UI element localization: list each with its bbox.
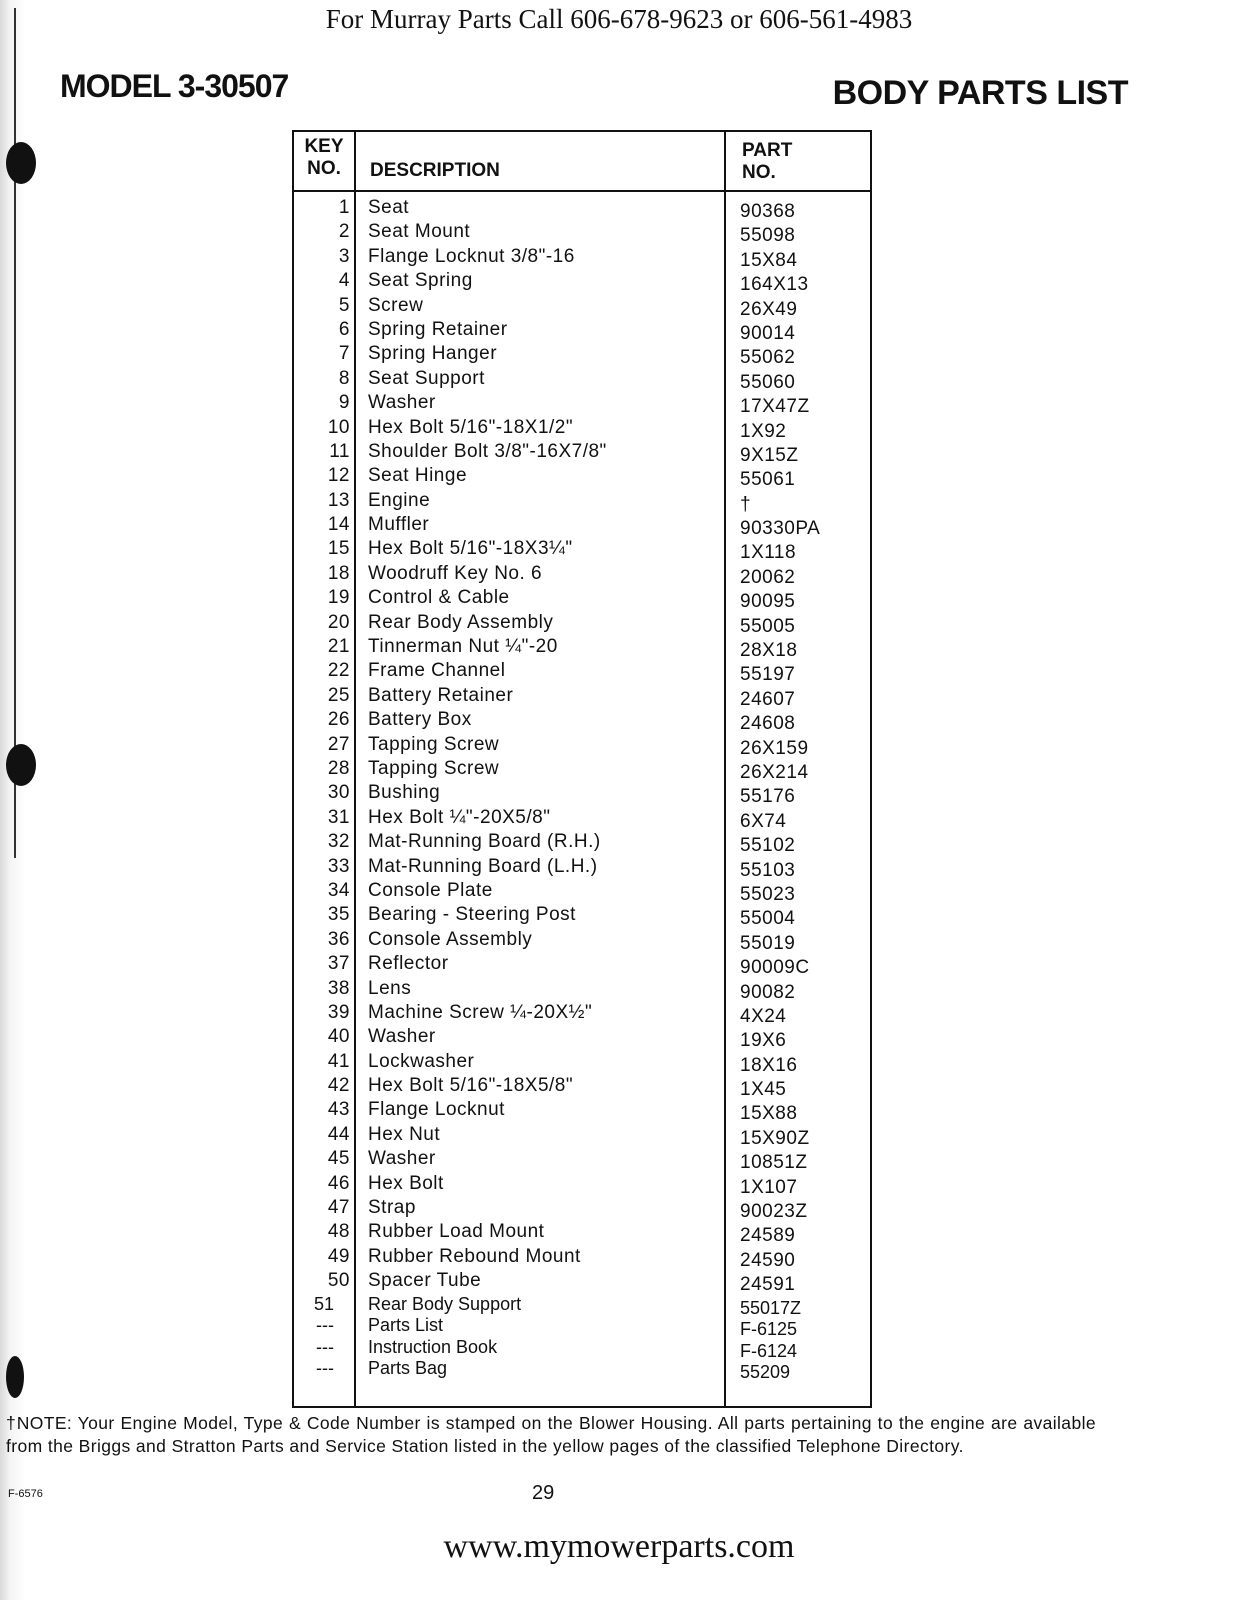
- engine-note: †NOTE: Your Engine Model, Type & Code Number is stamped on the Blower Housing. All parts pertaining to the engine are available from the Briggs and Stratton Parts and Service Station listed in the yellow pages of the classified Telephone Directory.: [6, 1413, 1096, 1456]
- description-cell: Flange Locknut: [368, 1099, 505, 1121]
- header-key-line1: KEY: [304, 136, 344, 157]
- punch-hole-icon: [6, 142, 36, 184]
- description-cell: Battery Box: [368, 709, 472, 731]
- table-row: [294, 586, 870, 613]
- part-cell: 28X18: [740, 640, 798, 662]
- table-row: [294, 269, 870, 296]
- part-cell: 55102: [740, 835, 796, 857]
- part-cell: 55061: [740, 469, 796, 491]
- table-row: [294, 1147, 870, 1174]
- key-cell: 44: [327, 1123, 350, 1145]
- key-cell: 9: [338, 392, 350, 414]
- table-row: [294, 440, 870, 464]
- description-cell: Lockwasher: [368, 1050, 475, 1072]
- description-cell: Strap: [368, 1197, 416, 1219]
- table-row: [294, 903, 870, 930]
- part-cell: 18X16: [740, 1054, 798, 1076]
- key-cell: 40: [327, 1026, 350, 1048]
- key-cell: 3: [338, 245, 350, 267]
- table-row: [294, 1196, 870, 1223]
- table-row: [294, 416, 870, 440]
- key-cell: 33: [327, 855, 350, 877]
- part-cell: 55103: [740, 859, 796, 881]
- key-cell: 12: [327, 465, 350, 487]
- part-cell: 55005: [740, 615, 796, 637]
- part-cell: 90368: [740, 201, 796, 222]
- table-row: [294, 1074, 870, 1101]
- part-cell: 26X214: [740, 761, 809, 783]
- part-cell: 6X74: [740, 810, 787, 832]
- key-cell: 21: [327, 636, 350, 658]
- key-cell: 35: [327, 904, 350, 926]
- description-cell: Seat Support: [368, 367, 485, 389]
- description-cell: Hex Bolt 5/16"-18X5/8": [368, 1075, 574, 1097]
- part-cell: 24591: [740, 1274, 796, 1296]
- punch-hole-icon: [6, 744, 36, 786]
- key-cell: 4: [338, 270, 350, 292]
- part-cell: 55209: [740, 1362, 791, 1383]
- description-cell: Reflector: [368, 953, 449, 975]
- part-cell: †: [740, 493, 752, 515]
- table-row: [294, 1123, 870, 1147]
- key-cell: 34: [327, 879, 350, 901]
- table-row: [294, 684, 870, 708]
- description-cell: Rear Body Support: [368, 1293, 522, 1314]
- description-cell: Instruction Book: [368, 1336, 498, 1357]
- table-row: [294, 611, 870, 635]
- table-row: [294, 952, 870, 979]
- part-cell: 55062: [740, 347, 796, 369]
- description-cell: Washer: [368, 392, 436, 414]
- table-row: [294, 318, 870, 342]
- key-cell: 32: [327, 831, 350, 853]
- table-row: [294, 635, 870, 662]
- description-cell: Flange Locknut 3/8"-16: [368, 245, 575, 267]
- description-cell: Muffler: [368, 514, 430, 536]
- part-cell: 55060: [740, 371, 796, 393]
- key-cell: 50: [327, 1270, 350, 1292]
- description-cell: Seat: [368, 197, 410, 218]
- part-cell: 55004: [740, 908, 796, 930]
- description-cell: Hex Bolt 5/16"-18X3¼": [368, 538, 573, 560]
- part-cell: 15X90Z: [740, 1127, 810, 1149]
- key-cell: 31: [327, 806, 350, 828]
- table-row: [294, 1269, 870, 1296]
- table-row: [294, 367, 870, 391]
- description-cell: Engine: [368, 489, 431, 511]
- description-cell: Frame Channel: [368, 660, 506, 682]
- part-cell: 1X45: [740, 1079, 787, 1101]
- binding-line: [14, 8, 16, 858]
- part-cell: 1X92: [740, 420, 787, 442]
- table-row: [294, 196, 870, 220]
- table-row: [294, 757, 870, 781]
- part-cell: F-6124: [740, 1340, 798, 1361]
- part-cell: 164X13: [740, 274, 809, 296]
- key-cell: 8: [338, 367, 350, 389]
- table-row: [294, 1220, 870, 1247]
- key-cell: 45: [327, 1148, 350, 1170]
- table-row: [294, 294, 870, 318]
- contact-line: For Murray Parts Call 606-678-9623 or 606-561-4983: [325, 4, 913, 34]
- header-part-line1: PART: [742, 140, 793, 161]
- key-cell: 13: [327, 489, 350, 511]
- table-row: [294, 537, 870, 564]
- key-cell: ---: [316, 1358, 334, 1379]
- key-cell: 27: [327, 733, 350, 755]
- part-cell: 55176: [740, 786, 796, 808]
- part-cell: 24589: [740, 1225, 796, 1247]
- table-body: [294, 196, 870, 1383]
- table-row: [294, 1245, 870, 1269]
- part-cell: 24607: [740, 688, 796, 710]
- description-cell: Machine Screw ¼-20X½": [368, 1001, 593, 1023]
- table-row: [294, 220, 870, 247]
- key-cell: 46: [327, 1172, 350, 1194]
- description-cell: Tapping Screw: [368, 757, 500, 779]
- description-cell: Hex Bolt: [368, 1172, 444, 1194]
- punch-hole-icon: [6, 1356, 24, 1398]
- table-row: [294, 464, 870, 491]
- key-cell: 5: [338, 294, 350, 316]
- key-cell: 41: [327, 1050, 350, 1072]
- key-cell: 25: [327, 684, 350, 706]
- table-row: [294, 391, 870, 418]
- list-title: BODY PARTS LIST: [832, 74, 1128, 112]
- table-row: [294, 342, 870, 369]
- header-key-no: [294, 136, 354, 180]
- description-cell: Spacer Tube: [368, 1270, 482, 1292]
- description-cell: Bushing: [368, 782, 441, 804]
- description-cell: Hex Bolt ¼"-20X5/8": [368, 806, 551, 828]
- table-row: [294, 659, 870, 686]
- table-row: [294, 1294, 870, 1316]
- description-cell: Bearing - Steering Post: [368, 904, 576, 926]
- part-cell: 20062: [740, 566, 796, 588]
- part-cell: 26X49: [740, 298, 798, 320]
- key-cell: 28: [327, 757, 350, 779]
- key-cell: 43: [327, 1099, 350, 1121]
- footer-url: www.mymowerparts.com: [443, 1528, 795, 1565]
- description-cell: Seat Hinge: [368, 465, 468, 487]
- key-cell: 11: [329, 440, 350, 462]
- part-cell: 1X118: [740, 542, 797, 564]
- description-cell: Seat Spring: [368, 270, 473, 292]
- description-cell: Parts Bag: [368, 1358, 448, 1379]
- description-cell: Hex Nut: [368, 1123, 441, 1145]
- part-cell: 55017Z: [740, 1297, 802, 1318]
- description-cell: Screw: [368, 294, 424, 316]
- part-cell: 55197: [740, 664, 796, 686]
- part-cell: 9X15Z: [740, 444, 799, 466]
- key-cell: 2: [338, 221, 350, 243]
- key-cell: 51: [313, 1293, 334, 1314]
- key-cell: 48: [327, 1221, 350, 1243]
- description-cell: Rubber Rebound Mount: [368, 1245, 581, 1267]
- table-row: [294, 708, 870, 735]
- table-row: [294, 879, 870, 903]
- description-cell: Washer: [368, 1148, 436, 1170]
- table-row: [294, 1001, 870, 1025]
- part-cell: 15X84: [740, 249, 798, 271]
- form-number: F-6576: [8, 1488, 43, 1500]
- part-cell: 4X24: [740, 1005, 787, 1027]
- header-key-line2: NO.: [307, 158, 341, 179]
- table-row: [294, 830, 870, 857]
- description-cell: Hex Bolt 5/16"-18X1/2": [368, 416, 574, 438]
- table-row: [294, 1172, 870, 1196]
- table-row: [294, 1050, 870, 1074]
- description-cell: Spring Retainer: [368, 318, 508, 340]
- part-cell: 90014: [740, 322, 796, 344]
- part-cell: 10851Z: [740, 1152, 808, 1174]
- table-row: [294, 562, 870, 586]
- part-cell: 55023: [740, 883, 796, 905]
- part-cell: 55019: [740, 932, 796, 954]
- header-part-line2: NO.: [742, 162, 776, 183]
- table-row: [294, 977, 870, 1001]
- key-cell: 30: [327, 782, 350, 804]
- description-cell: Tapping Screw: [368, 733, 500, 755]
- header-part-no: [742, 140, 792, 184]
- table-row: [294, 806, 870, 830]
- table-row: [294, 1358, 870, 1383]
- key-cell: 7: [338, 343, 350, 365]
- part-cell: 24590: [740, 1249, 796, 1271]
- part-cell: 1X107: [740, 1176, 798, 1198]
- part-cell: 90082: [740, 981, 796, 1003]
- page-number: 29: [532, 1482, 555, 1504]
- table-row: [294, 781, 870, 808]
- key-cell: 6: [338, 318, 350, 340]
- description-cell: Rubber Load Mount: [368, 1221, 545, 1243]
- part-cell: 55098: [740, 225, 796, 247]
- description-cell: Battery Retainer: [368, 684, 514, 706]
- key-cell: 49: [327, 1245, 350, 1267]
- description-cell: Mat-Running Board (R.H.): [368, 831, 601, 853]
- header-description: DESCRIPTION: [370, 160, 500, 181]
- description-cell: Control & Cable: [368, 587, 510, 609]
- description-cell: Shoulder Bolt 3/8"-16X7/8": [368, 440, 607, 462]
- table-row: [294, 1098, 870, 1125]
- table-row: [294, 1337, 870, 1359]
- model-title: MODEL 3-30507: [60, 68, 289, 104]
- description-cell: Lens: [368, 977, 412, 999]
- key-cell: 19: [327, 587, 350, 609]
- description-cell: Washer: [368, 1026, 436, 1048]
- table-row: [294, 1025, 870, 1052]
- key-cell: 1: [338, 197, 350, 218]
- description-cell: Console Plate: [368, 879, 493, 901]
- part-cell: 90009C: [740, 957, 810, 979]
- table-row: [294, 1315, 870, 1340]
- key-cell: 42: [327, 1075, 350, 1097]
- key-cell: 10: [327, 416, 350, 438]
- description-cell: Console Assembly: [368, 928, 533, 950]
- part-cell: 19X6: [740, 1030, 787, 1052]
- table-row: [294, 855, 870, 879]
- part-cell: 90330PA: [740, 518, 821, 540]
- key-cell: 15: [327, 538, 350, 560]
- part-cell: 90095: [740, 591, 796, 613]
- description-cell: Spring Hanger: [368, 343, 498, 365]
- key-cell: ---: [316, 1315, 334, 1336]
- table-row: [294, 513, 870, 540]
- key-cell: 36: [327, 928, 350, 950]
- key-cell: 20: [327, 611, 350, 633]
- key-cell: 18: [327, 562, 350, 584]
- header-divider: [294, 190, 870, 192]
- description-cell: Tinnerman Nut ¼"-20: [368, 636, 558, 658]
- description-cell: Seat Mount: [368, 221, 471, 243]
- key-cell: ---: [316, 1336, 334, 1357]
- key-cell: 26: [327, 709, 350, 731]
- description-cell: Mat-Running Board (L.H.): [368, 855, 598, 877]
- key-cell: 39: [327, 1001, 350, 1023]
- description-cell: Woodruff Key No. 6: [368, 562, 543, 584]
- part-cell: 24608: [740, 713, 796, 735]
- table-row: [294, 733, 870, 757]
- part-cell: 26X159: [740, 737, 809, 759]
- key-cell: 22: [327, 660, 350, 682]
- part-cell: 15X88: [740, 1103, 798, 1125]
- description-cell: Parts List: [368, 1315, 444, 1336]
- parts-table: [292, 130, 872, 1408]
- key-cell: 37: [327, 953, 350, 975]
- key-cell: 38: [327, 977, 350, 999]
- key-cell: 47: [327, 1197, 350, 1219]
- table-row: [294, 928, 870, 952]
- part-cell: 17X47Z: [740, 396, 810, 418]
- description-cell: Rear Body Assembly: [368, 611, 554, 633]
- key-cell: 14: [327, 514, 350, 536]
- table-row: [294, 245, 870, 269]
- part-cell: 90023Z: [740, 1201, 808, 1223]
- table-row: [294, 489, 870, 513]
- part-cell: F-6125: [740, 1319, 798, 1340]
